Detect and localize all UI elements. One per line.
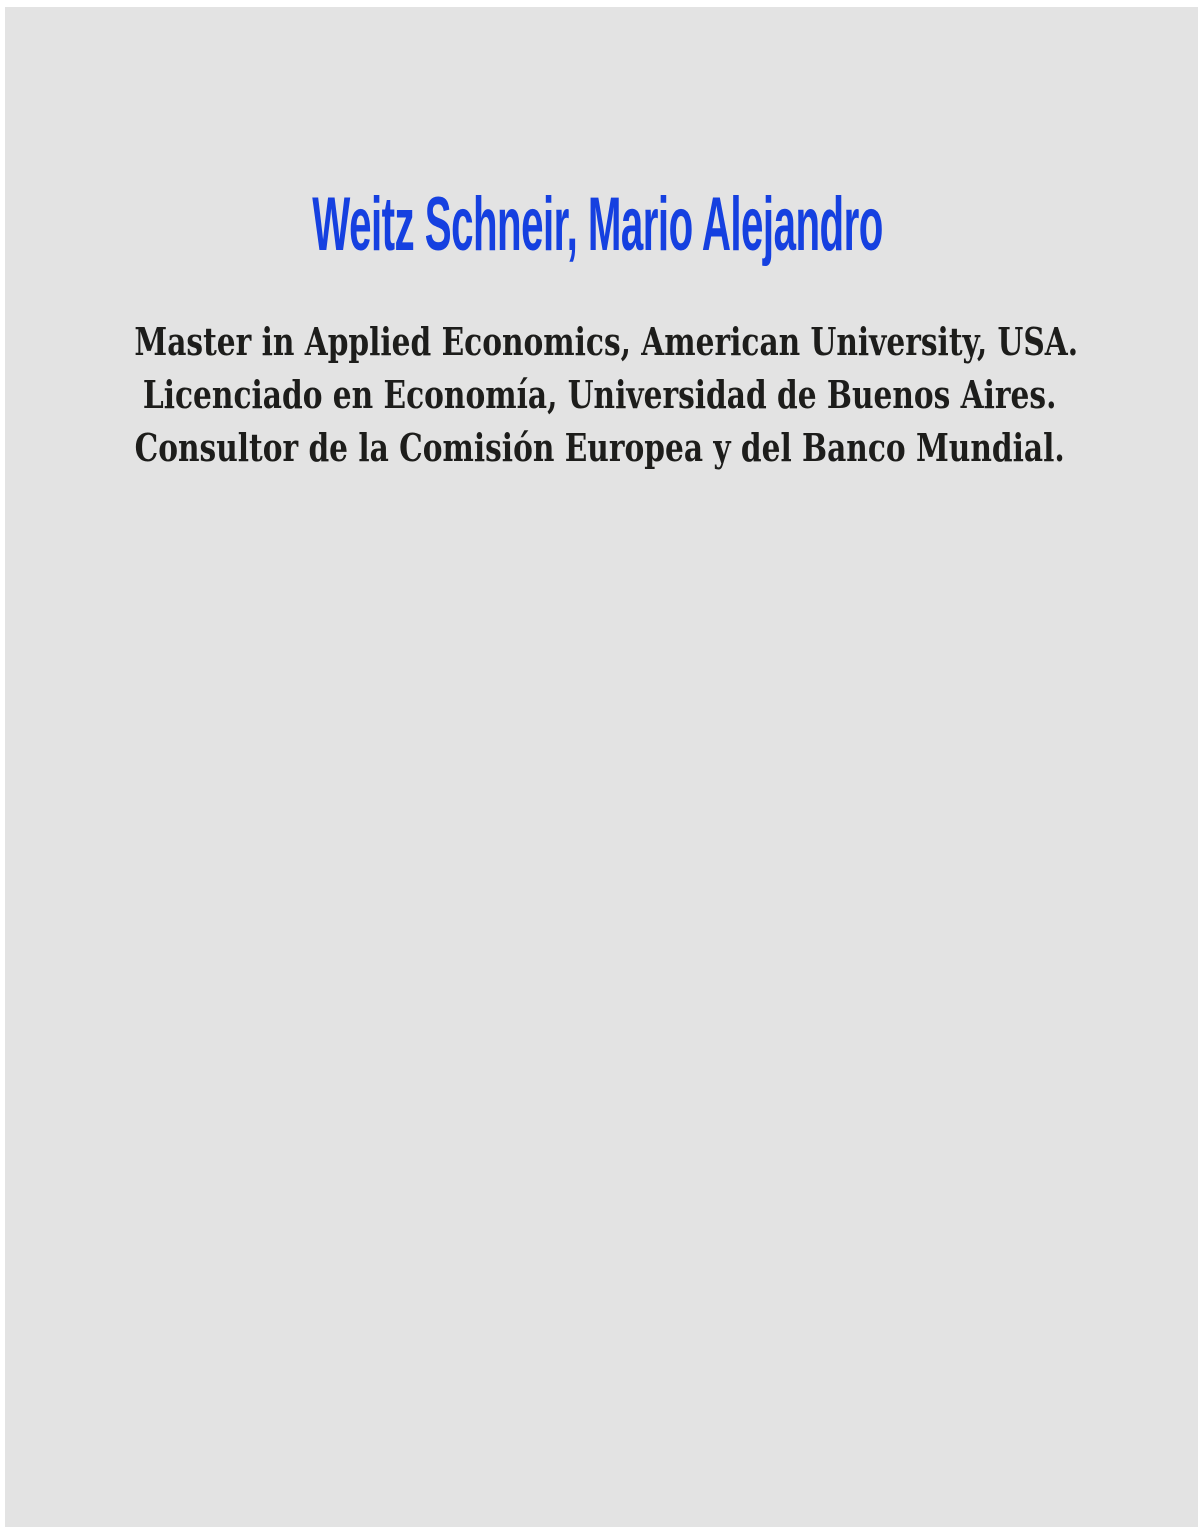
document-page <box>5 7 1198 1527</box>
bio-line-degree-licenciado: Licenciado en Economía, Universidad de Buenos Aires. <box>142 372 1057 417</box>
bio-line-degree-master: Master in Applied Economics, American University, USA. <box>134 319 1079 364</box>
bio-line-consultant: Consultor de la Comisión Europea y del Banco Mundial. <box>134 425 1065 470</box>
author-bio <box>134 315 1079 474</box>
author-name-title: Weitz Schneir, Mario Alejandro <box>312 182 883 267</box>
